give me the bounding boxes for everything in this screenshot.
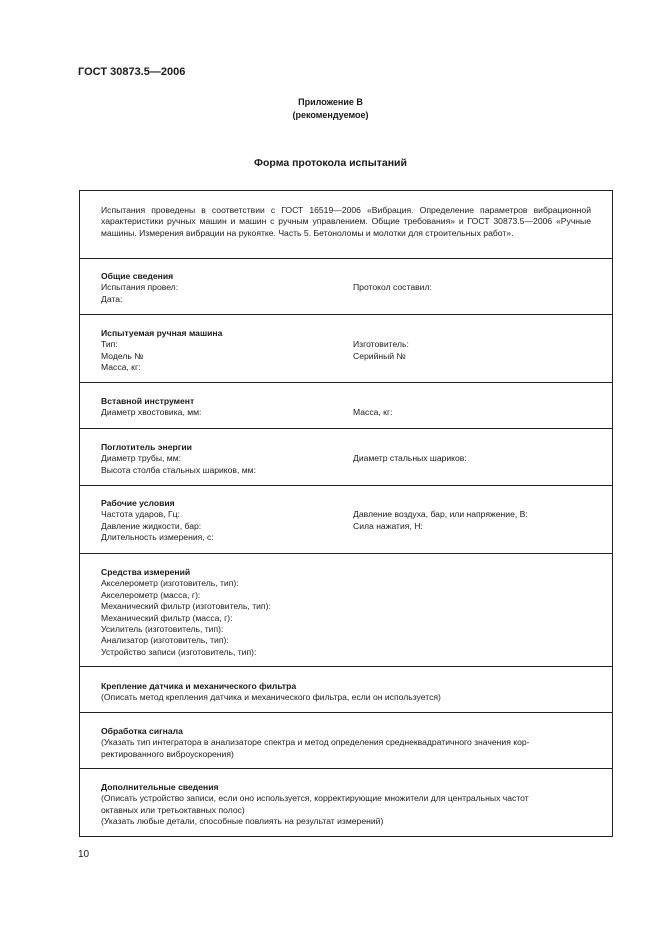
field-row [101, 362, 591, 373]
section-title: Общие сведения [101, 271, 174, 281]
field-column-height: Высота столба стальных шариков, мм: [101, 464, 256, 475]
field-row [101, 351, 591, 362]
section-intro [80, 191, 612, 258]
section-tool [80, 382, 612, 428]
field-serial: Серийный № [353, 350, 406, 361]
field-row [101, 294, 591, 305]
processing-note-line: ректированного виброускорения) [101, 748, 234, 759]
section-title: Рабочие условия [101, 498, 175, 508]
field-mass: Масса, кг: [101, 362, 141, 373]
additional-note-line: (Описать устройство записи, если оно используется, корректирующие множители для центральных частот [101, 793, 529, 804]
section-title: Крепление датчика и механического фильтра [101, 681, 297, 691]
section-title: Средства измерений [101, 567, 191, 577]
section-processing [80, 712, 612, 768]
field-fluid-pressure: Давление жидкости, бар: [101, 520, 202, 531]
instrument-item: Акселерометр (масса, г): [101, 589, 201, 600]
instrument-item: Анализатор (изготовитель, тип): [101, 635, 229, 646]
instrument-item: Усилитель (изготовитель, тип): [101, 624, 224, 635]
field-tested-by: Испытания провел: [101, 282, 179, 293]
instrument-item: Акселерометр (изготовитель, тип): [101, 578, 239, 589]
field-ball-diameter: Диаметр стальных шариков: [353, 453, 467, 464]
field-date: Дата: [101, 293, 123, 304]
field-row [101, 339, 591, 350]
section-title: Вставной инструмент [101, 396, 195, 406]
intro-text: Испытания проведены в соответствии с ГОСТ 16519—2006 «Вибрация. Определение параметров вибрационной характеристики ручных машин и машин с ручным управлением. Общие требования» и ГОСТ 30873.5—2006 «Ручные машины. Измерения вибрации на рукоятке. Часть 5. Бетоноломы и молотки для строительных работ». [101, 205, 591, 238]
field-row [101, 282, 591, 293]
field-tube-diameter: Диаметр трубы, мм: [101, 453, 181, 464]
protocol-form [79, 190, 613, 837]
field-row [101, 521, 591, 532]
additional-note-line: (Указать любые детали, способные повлиять на результат измерений) [101, 816, 384, 827]
field-row [101, 407, 591, 418]
annex-heading [0, 96, 661, 122]
field-report-by: Протокол составил: [353, 282, 432, 293]
field-model: Модель № [101, 350, 144, 361]
field-feed-force: Сила нажатия, Н: [353, 520, 423, 531]
annex-title: Приложение В [298, 97, 363, 107]
processing-note-line: (Указать тип интегратора в анализаторе спектра и метод определения среднеквадратичного значения кор- [101, 737, 530, 748]
instrument-item: Механический фильтр (масса, г): [101, 612, 233, 623]
additional-note-line: октавных или третьоктавных полос) [101, 804, 245, 815]
field-row [101, 465, 591, 476]
field-row [101, 532, 591, 543]
section-title: Дополнительные сведения [101, 782, 219, 792]
field-manufacturer: Изготовитель: [353, 339, 409, 350]
field-shank-diameter: Диаметр хвостовика, мм: [101, 407, 202, 418]
field-duration: Длительность измерения, с: [101, 532, 214, 543]
instrument-item: Устройство записи (изготовитель, тип): [101, 646, 257, 657]
section-title: Поглотитель энергии [101, 442, 192, 452]
field-tool-mass: Масса, кг: [353, 407, 393, 418]
field-type: Тип: [101, 339, 118, 350]
field-frequency: Частота ударов, Гц: [101, 509, 180, 520]
mounting-note: (Описать метод крепления датчика и механического фильтра, если он используется) [101, 692, 441, 703]
annex-status: (рекомендуемое) [292, 110, 369, 120]
section-conditions [80, 485, 612, 553]
field-row [101, 509, 591, 520]
field-air-pressure: Давление воздуха, бар, или напряжение, В: [353, 509, 528, 520]
section-machine [80, 314, 612, 382]
section-title: Обработка сигнала [101, 726, 183, 736]
page-number: 10 [78, 849, 90, 860]
field-row [101, 453, 591, 464]
section-absorber [80, 428, 612, 485]
section-title: Испытуемая ручная машина [101, 328, 223, 338]
section-additional [80, 768, 612, 838]
instrument-item: Механический фильтр (изготовитель, тип): [101, 601, 271, 612]
form-title: Форма протокола испытаний [254, 157, 407, 169]
document-code: ГОСТ 30873.5—2006 [78, 66, 186, 78]
section-mounting [80, 666, 612, 712]
section-general [80, 258, 612, 314]
section-instruments [80, 553, 612, 666]
